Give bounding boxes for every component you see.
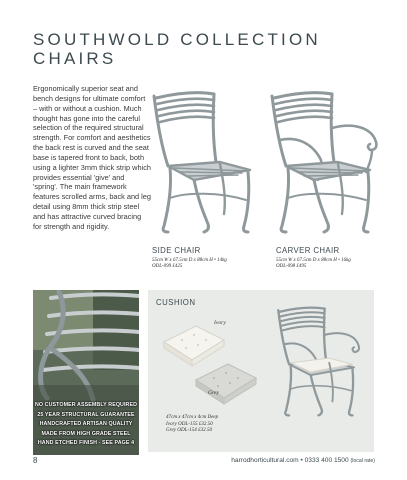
feature-finish: HAND ETCHED FINISH - SEE PAGE 4 bbox=[37, 440, 135, 447]
carver-chair-spec bbox=[276, 258, 351, 271]
feature-steel: MADE FROM HIGH GRADE STEEL bbox=[41, 430, 131, 437]
footer-contact bbox=[231, 457, 375, 464]
page-number: 8 bbox=[33, 456, 38, 465]
cushion-grey-price: Grey ODL-154 £32.50 bbox=[166, 427, 213, 434]
bench-photo bbox=[33, 290, 139, 455]
feature-artisan: HANDCRAFTED ARTISAN QUALITY bbox=[39, 421, 133, 428]
title-line-1: SOUTHWOLD COLLECTION bbox=[33, 30, 321, 49]
chair-with-cushion-image bbox=[268, 304, 372, 420]
side-chair-price: ODL-099 £425 bbox=[152, 264, 183, 270]
side-chair-dimensions: 55cm W x 67.5cm D x 88cm H • 14kg bbox=[152, 258, 227, 263]
page-title bbox=[33, 30, 363, 68]
carver-chair-image bbox=[268, 88, 384, 238]
side-chair-spec bbox=[152, 258, 227, 271]
cushion-dimensions: 47cm x 47cm x 4cm Deep bbox=[166, 414, 219, 420]
side-chair-image bbox=[150, 88, 262, 238]
cushion-heading: CUSHION bbox=[156, 298, 196, 307]
footer-rate-note: (local rate) bbox=[350, 458, 375, 464]
feature-guarantee: 25 YEAR STRUCTURAL GUARANTEE bbox=[37, 411, 135, 418]
grey-label: Grey bbox=[208, 390, 219, 396]
cushion-ivory-price: Ivory ODL-155 £32.50 bbox=[166, 420, 213, 427]
carver-chair-dimensions: 55cm W x 67.5cm D x 88cm H • 16kg bbox=[276, 258, 351, 263]
ivory-label: Ivory bbox=[214, 320, 226, 326]
carver-chair-title: CARVER CHAIR bbox=[276, 246, 340, 255]
footer-contact-text: harrodhorticultural.com • 0333 400 1500 bbox=[231, 457, 349, 464]
title-line-2: CHAIRS bbox=[33, 49, 117, 68]
carver-chair-price: ODL-098 £495 bbox=[276, 264, 307, 270]
cushion-spec bbox=[166, 414, 218, 434]
cushion-panel bbox=[148, 290, 374, 452]
feature-list bbox=[33, 401, 139, 449]
feature-assembly: NO CUSTOMER ASSEMBLY REQUIRED bbox=[34, 402, 138, 409]
grey-cushion-image bbox=[190, 356, 260, 408]
side-chair-title: SIDE CHAIR bbox=[152, 246, 201, 255]
intro-text: Ergonomically superior seat and bench designs for ultimate comfort – with or without a cushion. Much thought has gone into the careful selection of the required structural strength. For comfort and aesthetics the back rest is curved and the seat base is tapered front to back, both using a lighter 3mm thick strip which provides essential 'give' and 'spring'. The main framework features scrolled arms, back and leg detail using 8mm thick strip steel and has attractive curved bracing for strength and rigidity. bbox=[33, 84, 151, 231]
